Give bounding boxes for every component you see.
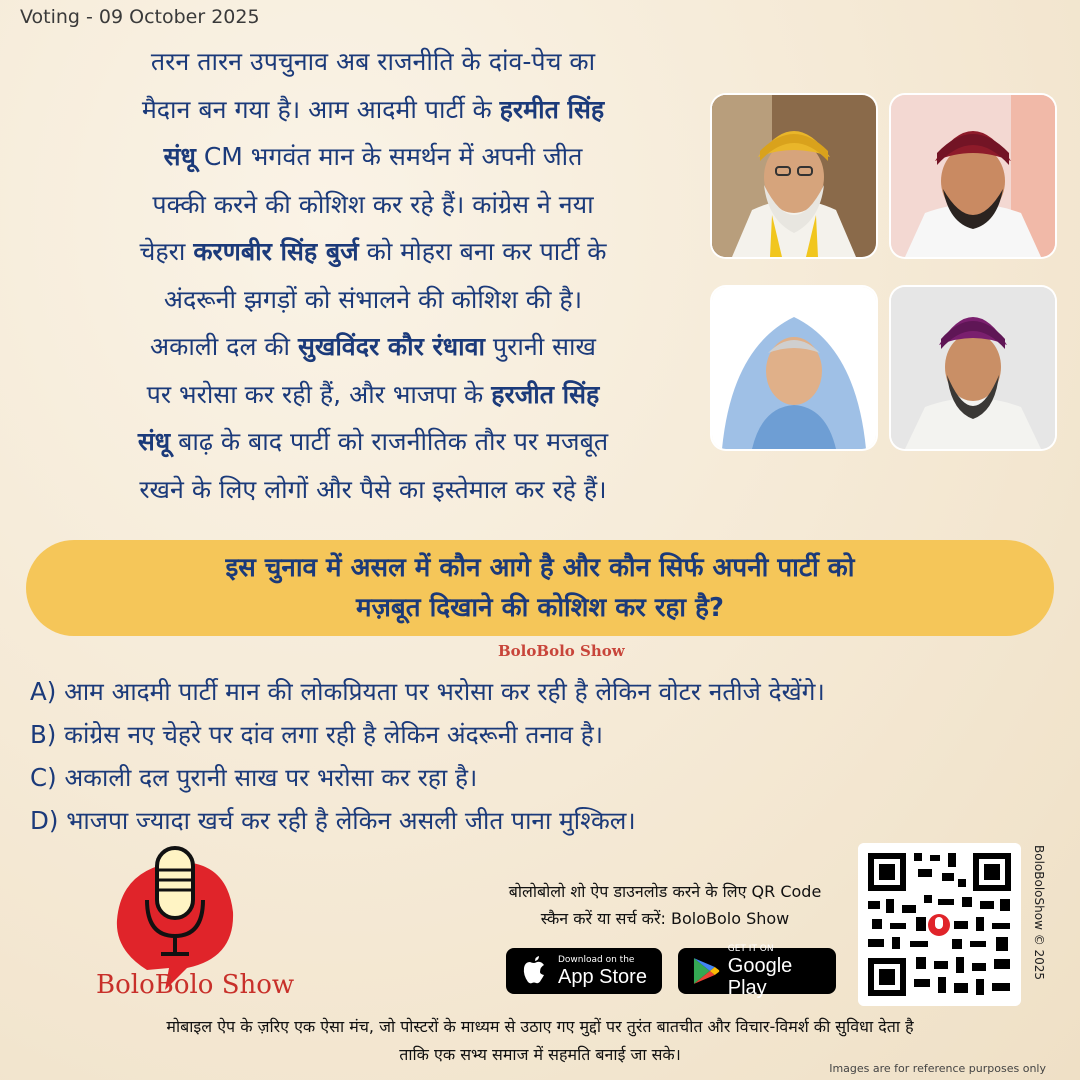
portrait-illustration xyxy=(891,95,1055,257)
candidate-name: हरमीत सिंह xyxy=(499,94,605,124)
poll-question-line: इस चुनाव में असल में कौन आगे है और कौन सिर्फ अपनी पार्टी को xyxy=(225,553,855,583)
poll-question-line: मज़बूत दिखाने की कोशिश कर रहा है? xyxy=(356,593,724,623)
brand-watermark: BoloBolo Show xyxy=(498,642,625,660)
footer-line: मोबाइल ऐप के ज़रिए एक ऐसा मंच, जो पोस्टरों के माध्यम से उठाए गए मुद्दों पर तुरंत बातचीत और विचार-विमर्श की सुविधा देता है xyxy=(166,1017,914,1036)
portrait-illustration xyxy=(712,95,876,257)
google-play-button[interactable] xyxy=(678,943,836,999)
apple-icon xyxy=(516,953,552,989)
story-line: रखने के लिए लोगों और पैसे का इस्तेमाल कर रहे हैं। xyxy=(139,474,607,504)
candidate-name: करणबीर सिंह बुर्ज xyxy=(193,237,359,266)
candidate-photo-aap xyxy=(712,95,876,257)
candidate-name: संधू xyxy=(163,142,196,171)
download-caption-line: बोलोबोलो शो ऐप डाउनलोड करने के लिए QR Code xyxy=(508,882,822,901)
story-line: अकाली दल की सुखविंदर कौर रंधावा पुरानी साख xyxy=(150,332,596,361)
image-disclaimer: Images are for reference purposes only xyxy=(829,1062,1046,1075)
story-paragraph xyxy=(28,38,718,513)
app-store-button[interactable] xyxy=(506,948,662,994)
voting-date-label: Voting - 09 October 2025 xyxy=(20,6,260,28)
poll-option-b[interactable]: B) कांग्रेस नए चेहरे पर दांव लगा रही है लेकिन अंदरूनी तनाव है। xyxy=(30,720,604,749)
app-store-small-text: Download on the xyxy=(558,954,635,965)
poll-options xyxy=(30,670,1070,842)
story-line: संधू बाढ़ के बाद पार्टी को राजनीतिक तौर पर मजबूत xyxy=(137,427,609,456)
candidate-name: संधू xyxy=(137,427,171,456)
story-line: अंदरूनी झगड़ों को संभालने की कोशिश की है। xyxy=(163,284,583,314)
copyright-credit: BoloBoloShow © 2025 xyxy=(1032,845,1046,981)
app-store-big-text: App Store xyxy=(558,965,647,988)
candidate-photo-bjp xyxy=(891,287,1055,449)
story-line: मैदान बन गया है। आम आदमी पार्टी के हरमीत सिंह xyxy=(141,94,605,124)
portrait-illustration xyxy=(712,287,876,449)
story-line: पक्की करने की कोशिश कर रहे हैं। कांग्रेस ने नया xyxy=(152,189,594,219)
google-play-big-text: Google Play xyxy=(727,954,793,999)
candidate-photo-congress xyxy=(891,95,1055,257)
poll-question-banner xyxy=(26,540,1054,636)
story-line: तरन तारन उपचुनाव अब राजनीति के दांव-पेच का xyxy=(150,47,596,76)
poll-option-c[interactable]: C) अकाली दल पुरानी साख पर भरोसा कर रहा है। xyxy=(30,763,478,792)
poll-option-a[interactable]: A) आम आदमी पार्टी मान की लोकप्रियता पर भरोसा कर रही है लेकिन वोटर नतीजे देखेंगे। xyxy=(30,677,825,706)
candidate-name: सुखविंदर कौर रंधावा xyxy=(297,332,485,361)
story-line: पर भरोसा कर रही हैं, और भाजपा के हरजीत सिंह xyxy=(146,379,600,409)
poll-option-d[interactable]: D) भाजपा ज्यादा खर्च कर रही है लेकिन असली जीत पाना मुश्किल। xyxy=(30,806,636,835)
candidate-name: हरजीत सिंह xyxy=(491,379,600,409)
qr-code[interactable] xyxy=(858,843,1021,1006)
download-caption xyxy=(470,878,860,932)
story-line: संधू CM भगवंत मान के समर्थन में अपनी जीत xyxy=(163,142,583,171)
portrait-illustration xyxy=(891,287,1055,449)
story-line: चेहरा करणबीर सिंह बुर्ज को मोहरा बना कर पार्टी के xyxy=(139,237,607,266)
brand-logo-name: BoloBolo Show xyxy=(96,970,295,1000)
footer-line: ताकि एक सभ्य समाज में सहमति बनाई जा सके। xyxy=(399,1045,681,1064)
candidate-photo-akali xyxy=(712,287,876,449)
google-play-small-text: GET IT ON xyxy=(727,943,774,954)
download-caption-line: स्कैन करें या सर्च करें: BoloBolo Show xyxy=(540,909,790,928)
google-play-icon xyxy=(688,954,722,988)
footer-description xyxy=(20,1013,1060,1069)
